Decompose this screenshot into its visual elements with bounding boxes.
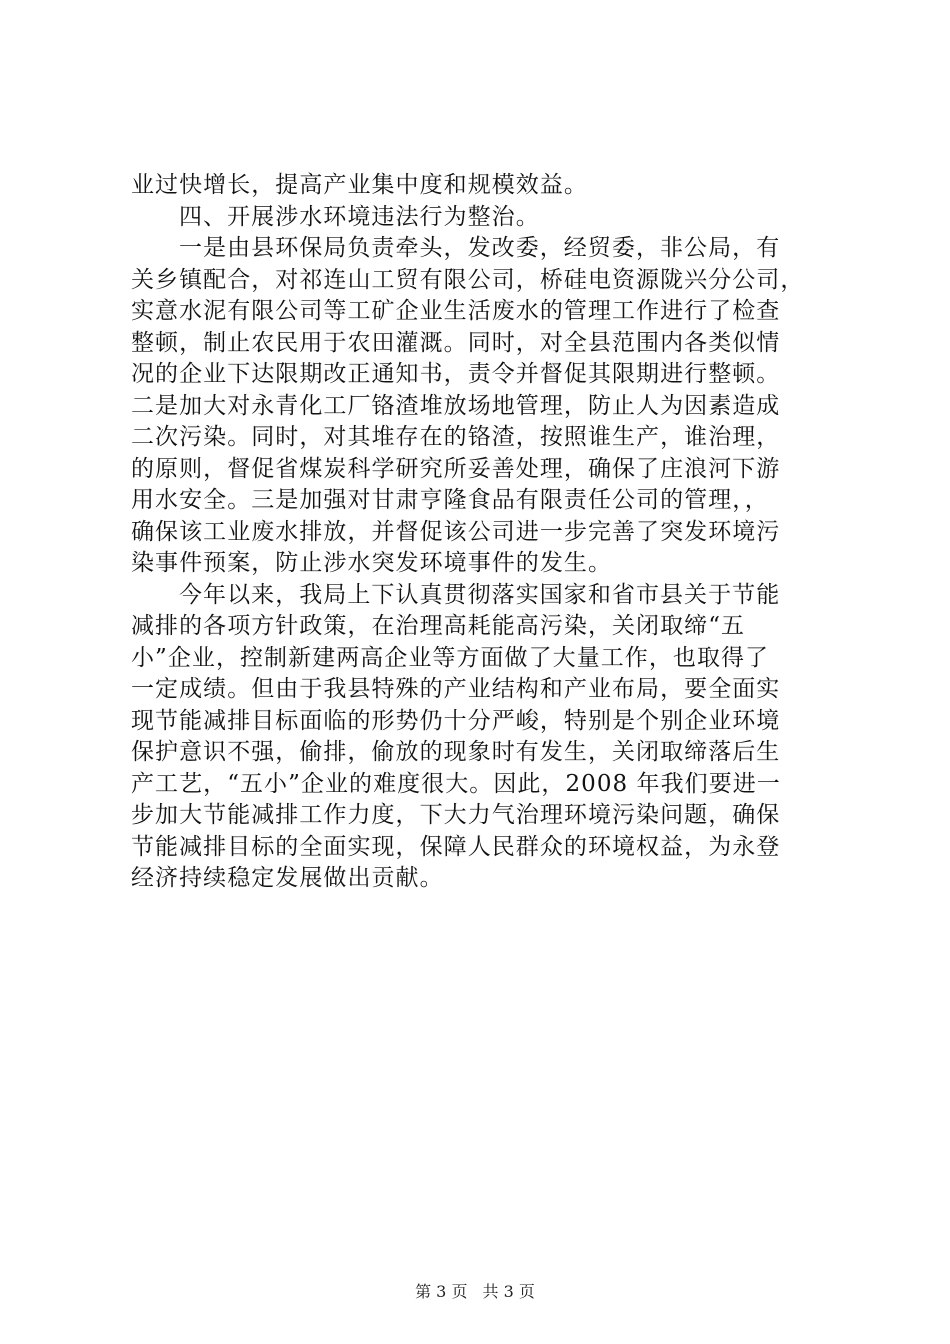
text-line: 保护意识不强，偷排，偷放的现象时有发生，关闭取缔落后生 [131, 739, 781, 765]
text-line: 经济持续稳定发展做出贡献。 [131, 865, 444, 891]
text-line: 减排的各项方针政策，在治理高耗能高污染，关闭取缔“五 [131, 613, 746, 639]
text-line: 小”企业，控制新建两高企业等方面做了大量工作，也取得了 [131, 644, 770, 671]
text-line: 况的企业下达限期改正通知书，责令并督促其限期进行整顿。 [131, 361, 781, 387]
text-line: 今年以来，我局上下认真贯彻落实国家和省市县关于节能 [179, 581, 781, 608]
text-line: 现节能减排目标面临的形势仍十分严峻，特别是个别企业环境 [131, 707, 781, 734]
text-line: 二是加大对永青化工厂铬渣堆放场地管理，防止人为因素造成 [131, 392, 781, 419]
document-body [131, 170, 831, 895]
text-line: 步加大节能减排工作力度，下大力气治理环境污染问题，确保 [131, 802, 781, 828]
text-line: 用水安全。三是加强对甘肃亨隆食品有限责任公司的管理，， [131, 487, 769, 513]
text-line: 一定成绩。但由于我县特殊的产业结构和产业布局，要全面实 [131, 676, 781, 702]
text-line: 整顿，制止农民用于农田灌溉。同时，对全县范围内各类似情 [131, 329, 781, 356]
page-number: 第 3 页 [415, 1282, 468, 1301]
text-line: 的原则，督促省煤炭科学研究所妥善处理，确保了庄浪河下游 [131, 455, 781, 482]
text-line: 关乡镇配合，对祁连山工贸有限公司，桥硅电资源陇兴分公司， [131, 266, 805, 293]
text-line: 一是由县环保局负责牵头，发改委，经贸委，非公局，有 [179, 235, 781, 261]
page-total: 共 3 页 [482, 1282, 535, 1301]
page-footer [0, 1282, 950, 1302]
text-line: 产工艺，“五小”企业的难度很大。因此，2008 年我们要进一 [131, 770, 781, 797]
text-line: 节能减排目标的全面实现，保障人民群众的环境权益，为永登 [131, 833, 781, 860]
text-line: 实意水泥有限公司等工矿企业生活废水的管理工作进行了检查 [131, 298, 781, 324]
section-heading: 四、开展涉水环境违法行为整治。 [179, 203, 540, 230]
text-line: 二次污染。同时，对其堆存在的铬渣，按照谁生产，谁治理， [131, 424, 781, 450]
text-line: 业过快增长，提高产业集中度和规模效益。 [131, 172, 588, 198]
text-line: 染事件预案，防止涉水突发环境事件的发生。 [131, 550, 612, 576]
text-line: 确保该工业废水排放，并督促该公司进一步完善了突发环境污 [131, 518, 781, 545]
